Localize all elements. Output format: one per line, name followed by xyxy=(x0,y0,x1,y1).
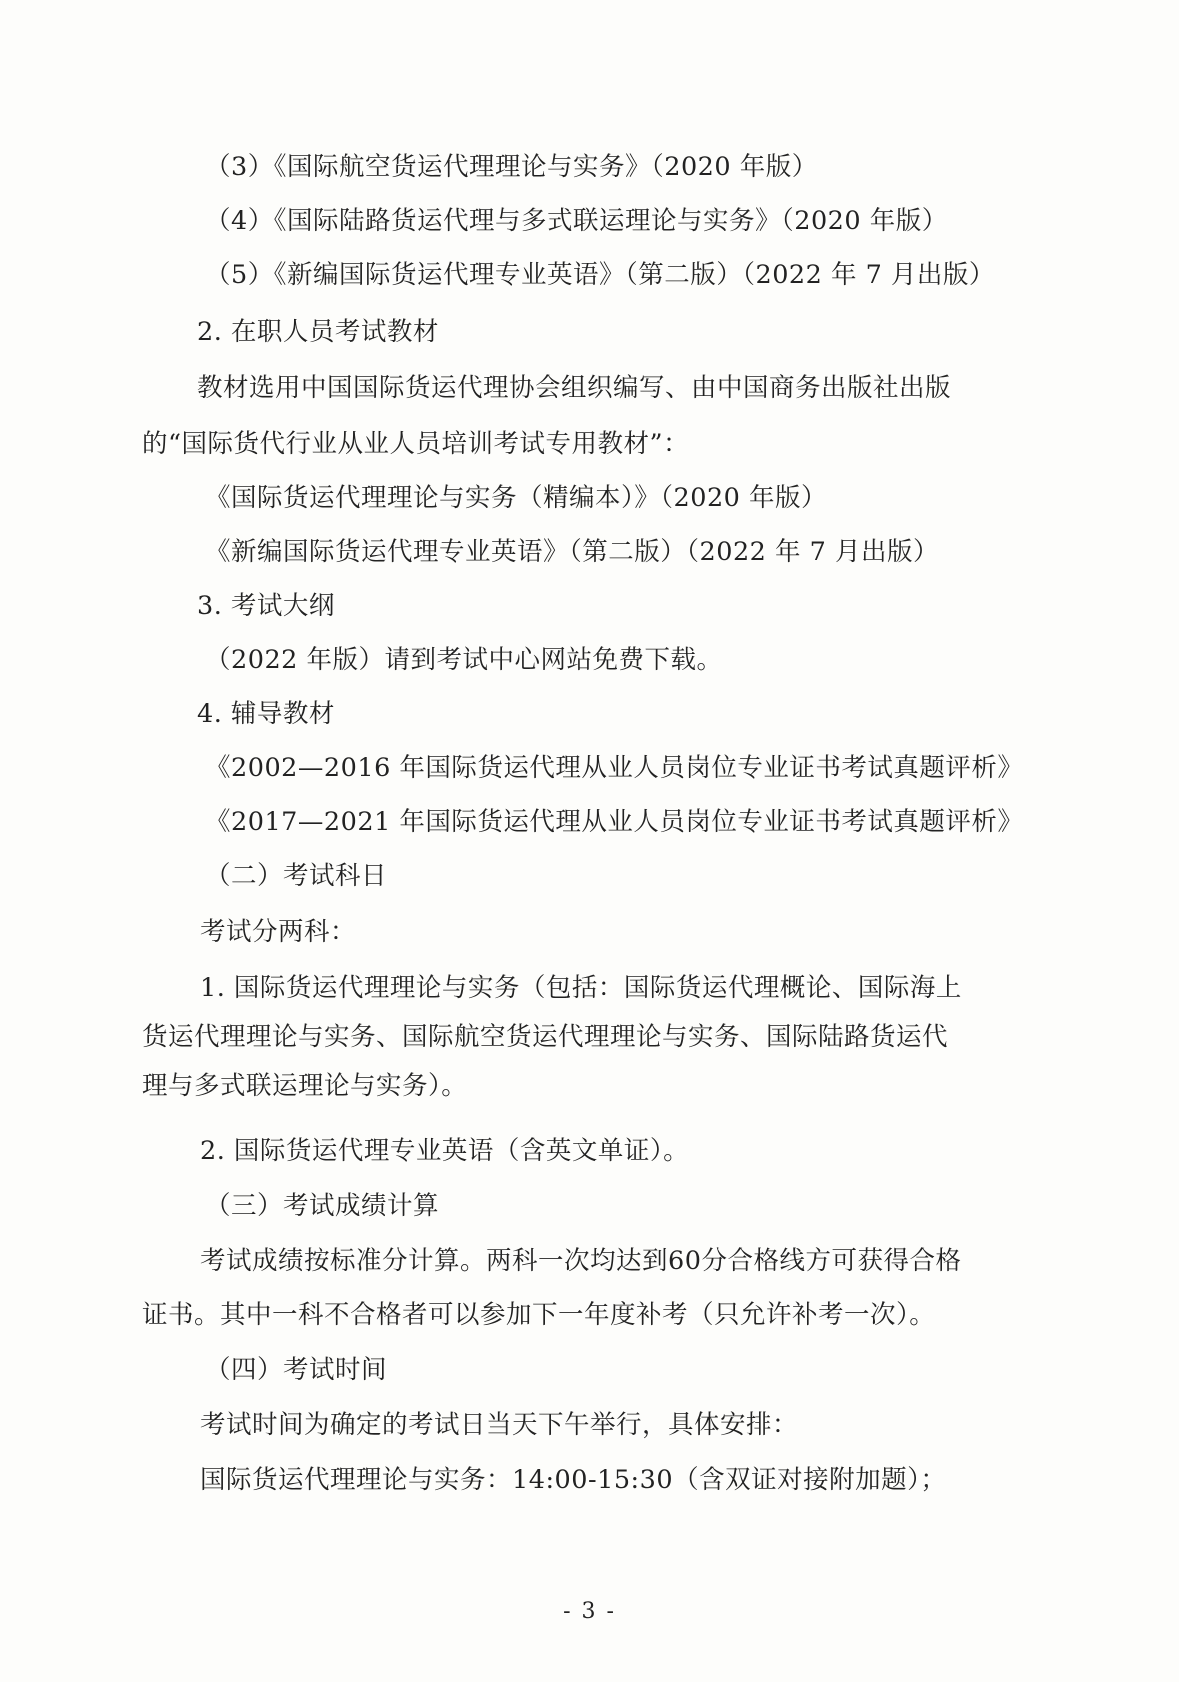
paragraph-line: 教材选用中国国际货运代理协会组织编写、由中国商务出版社出版 xyxy=(197,373,952,403)
textbook-item-4: （4）《国际陆路货运代理与多式联运理论与实务》（2020 年版） xyxy=(205,206,948,236)
paragraph-line: 理与多式联运理论与实务）。 xyxy=(142,1071,468,1101)
paragraph-line: 货运代理理论与实务、国际航空货运代理理论与实务、国际陆路货运代 xyxy=(142,1022,949,1052)
page-number: - 3 - xyxy=(563,1599,616,1624)
paragraph-line: 证书。其中一科不合格者可以参加下一年度补考（只允许补考一次）。 xyxy=(142,1300,936,1330)
paragraph-line: 1. 国际货运代理理论与实务（包括：国际货运代理概论、国际海上 xyxy=(200,973,962,1003)
paragraph-line: （2022 年版）请到考试中心网站免费下载。 xyxy=(205,645,723,675)
paragraph-line: 2. 国际货运代理专业英语（含英文单证）。 xyxy=(200,1136,690,1166)
section-heading-exam-subjects: （二）考试科日 xyxy=(205,861,388,891)
section-heading-in-service-textbooks: 2. 在职人员考试教材 xyxy=(197,317,439,347)
section-heading-reference-materials: 4. 辅导教材 xyxy=(197,699,335,729)
textbook-title: 《国际货运代理理论与实务（精编本）》（2020 年版） xyxy=(205,483,828,513)
paragraph-line: 考试时间为确定的考试日当天下午举行，具体安排： xyxy=(200,1410,799,1440)
textbook-item-5: （5）《新编国际货运代理专业英语》（第二版）（2022 年 7 月出版） xyxy=(205,260,995,290)
textbook-title: 《新编国际货运代理专业英语》（第二版）（2022 年 7 月出版） xyxy=(205,537,939,567)
paragraph-line: 考试分两科： xyxy=(200,917,357,947)
section-heading-syllabus: 3. 考试大纲 xyxy=(197,591,335,621)
reference-title: 《2017—2021 年国际货运代理从业人员岗位专业证书考试真题评析》 xyxy=(205,807,1024,837)
section-heading-score-calculation: （三）考试成绩计算 xyxy=(205,1191,440,1221)
textbook-item-3: （3）《国际航空货运代理理论与实务》（2020 年版） xyxy=(205,152,818,182)
paragraph-line: 国际货运代理理论与实务：14:00-15:30（含双证对接附加题）； xyxy=(200,1465,947,1495)
reference-title: 《2002—2016 年国际货运代理从业人员岗位专业证书考试真题评析》 xyxy=(205,753,1024,783)
section-heading-exam-time: （四）考试时间 xyxy=(205,1355,388,1385)
paragraph-line: 的“国际货代行业从业人员培训考试专用教材”： xyxy=(142,429,690,459)
paragraph-line: 考试成绩按标准分计算。两科一次均达到60分合格线方可获得合格 xyxy=(200,1246,962,1276)
